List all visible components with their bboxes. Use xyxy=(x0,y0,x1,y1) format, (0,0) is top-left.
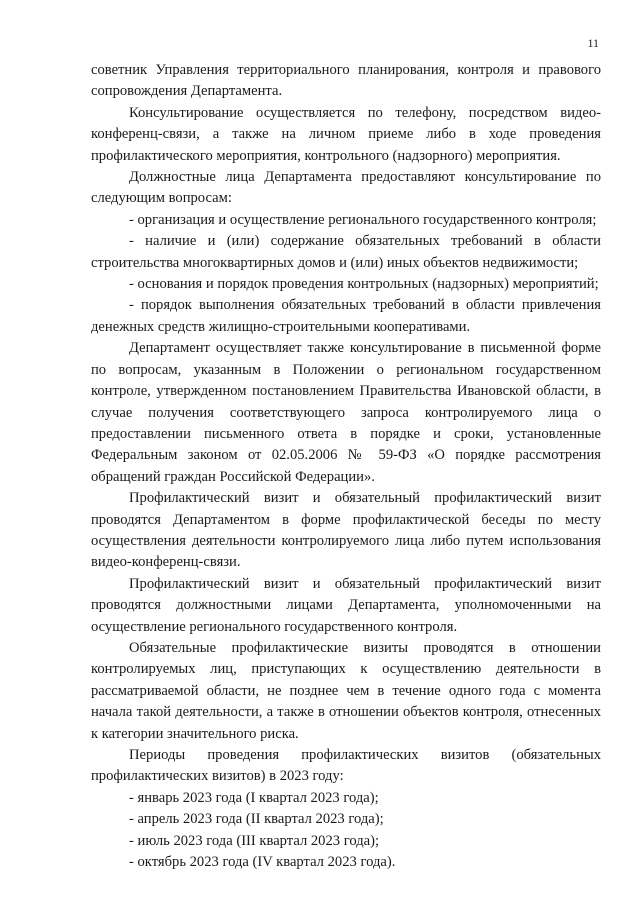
paragraph: - июль 2023 года (III квартал 2023 года); xyxy=(129,832,380,849)
paragraph: - январь 2023 года (I квартал 2023 года); xyxy=(129,789,379,806)
paragraph: советник Управления территориального планирования, контроля и правового сопровождения Департамента. xyxy=(91,62,601,100)
paragraph: Должностные лица Департамента предоставляют консультирование по следующим вопросам: xyxy=(91,169,601,207)
document-body xyxy=(91,60,601,873)
paragraph: Периоды проведения профилактических визитов (обязательных профилактических визитов) в 2023 году: xyxy=(91,747,601,785)
paragraph: Профилактический визит и обязательный профилактический визит проводятся Департаментом в форме профилактической беседы по месту осуществления деятельности контролируемого лица либо путем использования видео-конференц-связи. xyxy=(91,490,601,571)
page-number: 11 xyxy=(587,36,599,50)
paragraph: - октябрь 2023 года (IV квартал 2023 года). xyxy=(129,854,396,871)
paragraph: Обязательные профилактические визиты проводятся в отношении контролируемых лиц, приступающих к осуществлению деятельности в рассматриваемой области, не позднее чем в течение одного года с момента начала такой деятельности, а также в отношении объектов контроля, отнесенных к категории значительного риска. xyxy=(91,639,601,742)
paragraph: Департамент осуществляет также консультирование в письменной форме по вопросам, указанным в Положении о региональном государственном контроле, утвержденном постановлением Правительства Ивановской области, в случае получения соответствующего запроса контролируемого лица о предоставлении письменного ответа в порядке и сроки, установленные Федеральным законом от 02.05.2006 № 59-ФЗ «О порядке рассмотрения обращений граждан Российской Федерации». xyxy=(91,340,601,485)
paragraph: - порядок выполнения обязательных требований в области привлечения денежных средств жилищно-строительными кооперативами. xyxy=(91,297,601,335)
paragraph: Консультирование осуществляется по телефону, посредством видео-конференц-связи, а также на личном приеме либо в ходе проведения профилактического мероприятия, контрольного (надзорного) мероприятия. xyxy=(91,104,601,164)
paragraph: - организация и осуществление регионального государственного контроля; xyxy=(129,211,597,228)
paragraph: - наличие и (или) содержание обязательных требований в области строительства многоквартирных домов и (или) иных объектов недвижимости; xyxy=(91,233,601,271)
paragraph: - основания и порядок проведения контрольных (надзорных) мероприятий; xyxy=(129,276,599,293)
paragraph: Профилактический визит и обязательный профилактический визит проводятся должностными лицами Департамента, уполномоченными на осуществление регионального государственного контроля. xyxy=(91,575,601,635)
paragraph: - апрель 2023 года (II квартал 2023 года); xyxy=(129,811,384,828)
